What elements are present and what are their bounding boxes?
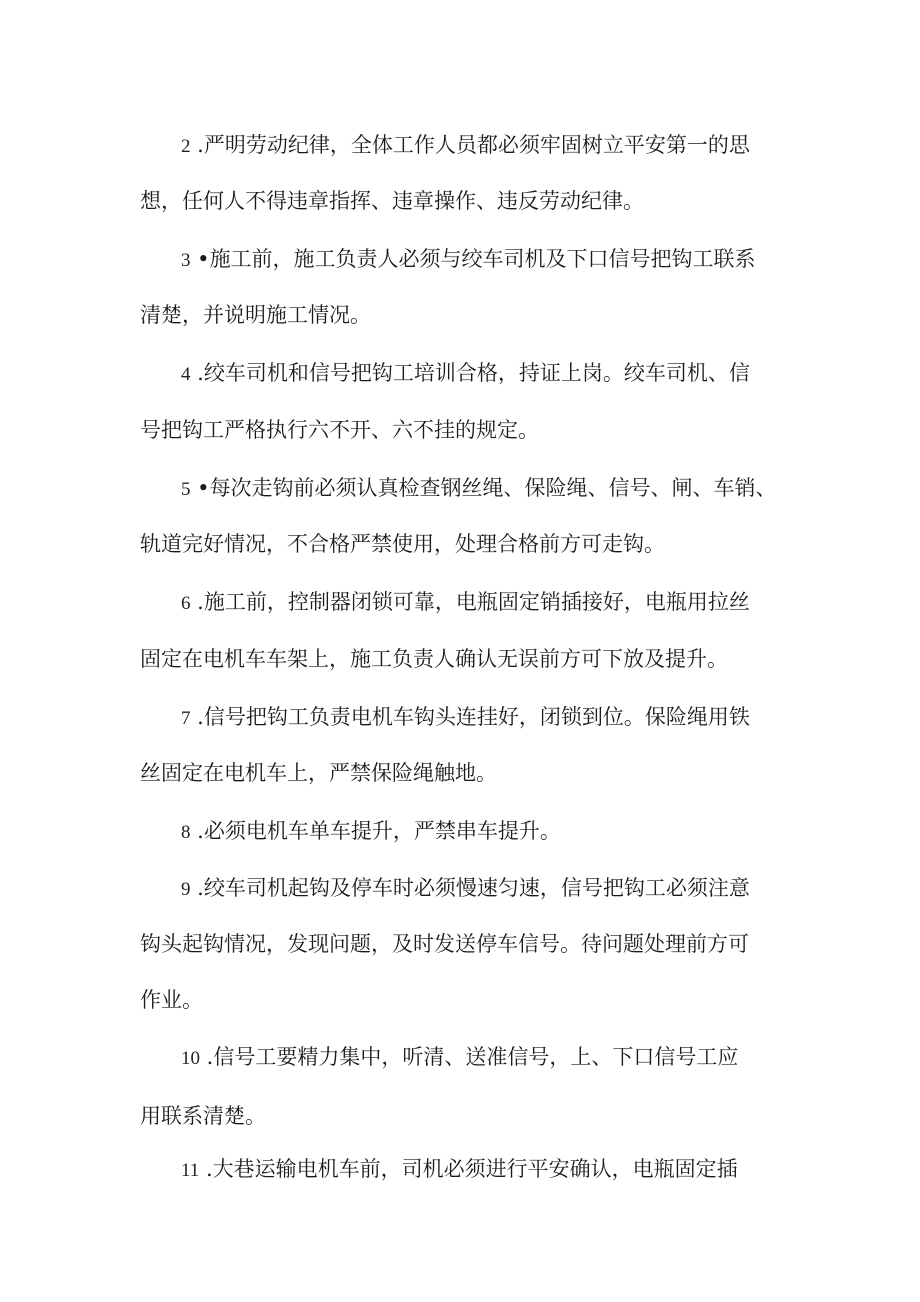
item-number: 8 [181, 822, 191, 843]
paragraph-text: 每次走钩前必须认真检查钢丝绳、保险绳、信号、闸、车销、 [209, 476, 777, 500]
paragraph-text: 信号把钩工负责电机车钩头连挂好，闭锁到位。保险绳用铁 [203, 705, 750, 729]
item-separator: . [190, 361, 204, 385]
paragraph-text: 必须电机车单车提升，严禁串车提升。 [203, 819, 561, 843]
item-number: 7 [181, 708, 191, 729]
paragraph-10-line-2: 用联系清楚。 [140, 1104, 266, 1128]
paragraph-7-line-1 [181, 703, 781, 733]
paragraph-5-line-1 [181, 474, 781, 504]
item-number: 9 [181, 879, 191, 900]
paragraph-4-line-1 [181, 359, 781, 389]
paragraph-text: 信号工要精力集中，听清、送准信号，上、下口信号工应 [213, 1045, 739, 1069]
paragraph-9-line-1 [181, 874, 781, 904]
item-number: 3 [181, 250, 191, 271]
paragraph-2-line-1 [181, 131, 781, 161]
item-separator: . [200, 1045, 214, 1069]
item-separator: . [190, 705, 204, 729]
item-number: 6 [181, 593, 191, 614]
paragraph-text: 施工前，控制器闭锁可靠，电瓶固定销插接好，电瓶用拉丝 [203, 590, 750, 614]
paragraph-9-line-2: 钩头起钩情况，发现问题，及时发送停车信号。待问题处理前方可 [140, 932, 749, 956]
paragraph-text: 绞车司机起钩及停车时必须慢速匀速，信号把钩工必须注意 [203, 876, 750, 900]
item-number: 10 [181, 1048, 200, 1069]
paragraph-6-line-2: 固定在电机车车架上，施工负责人确认无误前方可下放及提升。 [140, 647, 728, 671]
paragraph-text: 施工前，施工负责人必须与绞车司机及下口信号把钩工联系 [209, 247, 756, 271]
paragraph-8-line-1 [181, 817, 781, 847]
paragraph-text: 大巷运输电机车前，司机必须进行平安确认，电瓶固定插 [212, 1157, 738, 1181]
paragraph-2-line-2: 想，任何人不得违章指挥、违章操作、违反劳动纪律。 [140, 189, 644, 213]
item-number: 2 [181, 136, 191, 157]
paragraph-text: 严明劳动纪律，全体工作人员都必须牢固树立平安第一的思 [203, 133, 750, 157]
paragraph-text: 绞车司机和信号把钩工培训合格，持证上岗。绞车司机、信 [203, 361, 750, 385]
item-separator: . [199, 1157, 213, 1181]
paragraph-7-line-2: 丝固定在电机车上，严禁保险绳触地。 [140, 761, 497, 785]
item-separator: • [190, 476, 210, 500]
item-separator: . [190, 876, 204, 900]
paragraph-3-line-2: 清楚，并说明施工情况。 [140, 303, 371, 327]
paragraph-5-line-2: 轨道完好情况，不合格严禁使用，处理合格前方可走钩。 [140, 532, 665, 556]
paragraph-11-line-1 [181, 1155, 781, 1185]
item-separator: • [190, 247, 210, 271]
item-separator: . [190, 590, 204, 614]
paragraph-10-line-1 [181, 1043, 781, 1073]
paragraph-6-line-1 [181, 588, 781, 618]
paragraph-4-line-2: 号把钩工严格执行六不开、六不挂的规定。 [140, 418, 539, 442]
item-number: 4 [181, 364, 191, 385]
item-separator: . [190, 133, 204, 157]
item-separator: . [190, 819, 204, 843]
paragraph-3-line-1 [181, 245, 781, 275]
item-number: 5 [181, 479, 191, 500]
paragraph-9-line-3: 作业。 [140, 988, 203, 1012]
item-number: 11 [181, 1160, 200, 1181]
